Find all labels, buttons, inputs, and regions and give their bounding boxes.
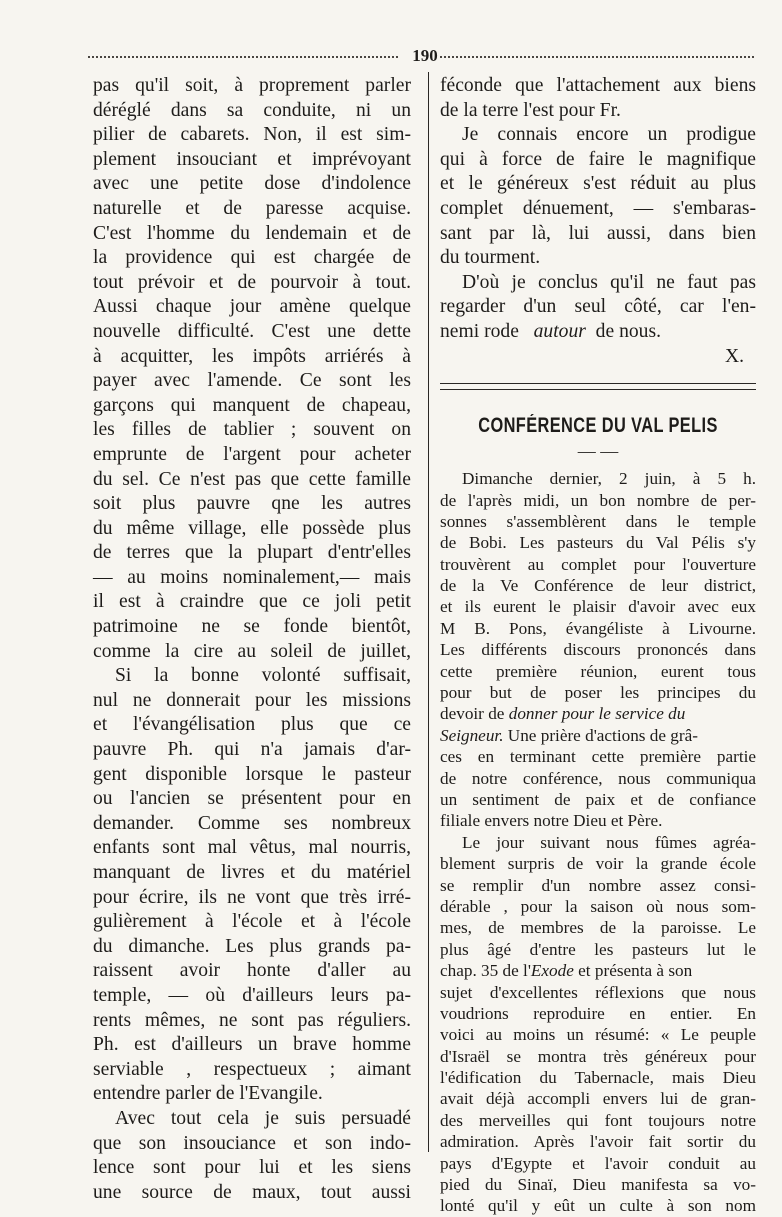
text-line: payer avec l'amende. Ce sont les [93,370,411,392]
text-line: des merveilles qui font toujours notre [440,1110,756,1130]
text-line: temple, — où d'ailleurs leurs pa- [93,984,411,1006]
section-separator [440,383,756,390]
text-line: — au moins nominalement,— mais [93,566,411,588]
text-line: soit plus pauvre qne les autres [93,493,411,515]
text-line: lence sont pour lui et les siens [93,1157,411,1179]
text-line: cette première réunion, eurent tous [440,661,756,681]
text-line: les filles de tablier ; souvent on [93,419,411,441]
text-line: voudrions reproduire en entier. En [440,1003,756,1023]
text-line: avec une petite dose d'indolence [93,173,411,195]
text-line: voici au moins un résumé: « Le peuple [440,1025,756,1045]
text-line: Dimanche dernier, 2 juin, à 5 h. [462,469,756,489]
text-line: avait déjà accompli envers lui de gran- [440,1089,756,1109]
text-line: la providence qui est chargée de [93,247,411,269]
italic-text: Seigneur. [440,725,504,745]
text-line: pauvre Ph. qui n'a jamais d'ar- [93,739,411,761]
signature: X. [724,345,744,367]
italic-text: autour [533,320,586,342]
page-header [88,46,754,68]
text-line: pas qu'il soit, à proprement parler [93,75,411,96]
text-line: dérable , pour la saison où nous som- [440,896,756,916]
text-line: pied du Sinaï, Dieu manifesta sa vo- [440,1175,756,1195]
text-line: de Bobi. Les pasteurs du Val Pélis s'y [440,533,756,553]
text-line: Si la bonne volonté suffisait, [115,665,411,687]
text-line: et l'évangélisation plus que ce [93,714,411,736]
text-line: Je connais encore un prodigue [462,124,756,146]
text-line: naturelle et de paresse acquise. [93,197,411,219]
text-line: déréglé dans sa conduite, ni un [93,99,411,121]
text-line: mes, de membres de la paroisse. Le [440,918,756,938]
text-line: garçons qui manquent de chapeau, [93,394,411,416]
text-line: de notre conférence, nous communiqua [440,768,756,788]
page-number: 190 [412,46,438,65]
text-line: de l'après midi, un bon nombre de per- [440,490,756,510]
text-line: à acquitter, les impôts arriérés à [93,345,411,367]
text-line: gulièrement à l'école et à l'école [93,911,411,933]
text-line: enfants sont mal vêtus, mal nourris, [93,837,411,859]
text-line: de terres que la plupart d'entr'elles [93,542,411,564]
section-title: CONFÉRENCE DU VAL PELIS [478,414,718,438]
text-line: et le généreux s'est réduit au plus [440,173,756,195]
text-line: C'est l'homme du lendemain et de [93,222,411,244]
text-run: Une prière d'actions de grâ- [507,725,698,745]
text-line: du tourment. [440,247,541,269]
text-line [440,703,756,724]
title-ornament: — — [577,441,619,462]
text-line: du même village, elle possède plus [93,517,411,539]
text-line: du dimanche. Les plus grands pa- [93,935,411,957]
text-line: raissent avoir honte d'aller au [93,960,411,982]
text-line: entendre parler de l'Evangile. [93,1083,323,1105]
text-line: une source de maux, tout aussi [93,1181,411,1203]
text-line [440,960,756,981]
text-line: Le jour suivant nous fûmes agréa- [462,832,756,852]
text-line: lonté qu'il y eût un culte à son nom [440,1196,756,1216]
text-line: serviable , respectueux ; aimant [93,1058,411,1080]
text-line: pour but de poser les principes du [440,683,756,703]
text-line: regarder d'un seul côté, car l'en- [440,296,756,318]
text-line [440,320,756,345]
text-run: et présenta à son [578,961,693,981]
text-line: du sel. Ce n'est pas que cette famille [93,468,411,490]
text-line: il est à craindre que ce joli petit [93,591,411,613]
text-line: D'où je conclus qu'il ne faut pas [462,271,756,293]
text-line: ou l'ancien se présentent pour en [93,788,411,810]
text-line: pays d'Egypte et l'avoir conduit au [440,1153,756,1173]
header-ornament-right [440,56,754,62]
text-line: nul ne donnerait pour les missions [93,689,411,711]
right-column [440,74,756,1217]
text-line: nouvelle difficulté. C'est une dette [93,320,411,342]
text-line: sujet d'excellentes réflexions que nous [440,982,756,1002]
text-line: manquant de livres et du matériel [93,862,411,883]
text-line: de la Ve Conférence de leur district, [440,576,756,596]
text-line: rents mêmes, ne sont pas réguliers. [93,1009,411,1031]
text-line: demander. Comme ses nombreux [93,812,411,834]
text-line: se remplir d'un nombre assez consi- [440,875,756,895]
text-line: filiale envers notre Dieu et Père. [440,811,663,831]
text-run: chap. 35 de l' [440,961,531,981]
text-line: complet dénuement, — s'embaras- [440,197,756,219]
text-line: ces en terminant cette première partie [440,747,756,767]
text-line: d'Israël se montra très généreux pour [440,1046,756,1066]
text-line: admiration. Après l'avoir fait sortir du [440,1132,756,1152]
text-line: tout prévoir et de pourvoir à tout. [93,271,411,293]
text-line: emprunte de l'argent pour acheter [93,443,411,465]
text-line: gent disponible lorsque le pasteur [93,763,411,785]
text-line: comme la cire au soleil de juillet, [93,640,411,662]
text-line: patrimoine ne se fonde bientôt, [93,616,411,638]
text-line: plus âgé d'entre les pasteurs lut le [440,939,756,959]
text-line: et ils eurent le plaisir d'avoir avec eux [440,597,756,617]
text-line: de la terre l'est pour Fr. [440,99,621,121]
text-line [440,725,756,746]
text-line: l'édification du Tabernacle, mais Dieu [440,1068,756,1088]
text-line: que son insouciance et son indo- [93,1132,411,1154]
text-line: sonnes s'assemblèrent dans le temple [440,511,756,531]
text-line: Ph. est d'ailleurs un brave homme [93,1034,411,1056]
column-divider [428,72,429,1152]
header-ornament-left [88,56,398,62]
text-line: blement surpris de voir la grande école [440,854,756,874]
text-line: Les différents discours prononcés dans [440,640,756,660]
text-line: féconde que l'attachement aux biens [440,75,756,96]
text-run: de nous. [595,320,661,342]
text-line: sant par là, lui aussi, dans bien [440,222,756,244]
text-line: Aussi chaque jour amène quelque [93,296,411,318]
text-run: devoir de [440,704,505,724]
left-column [93,74,411,1205]
text-line: Avec tout cela je suis persuadé [115,1107,411,1129]
text-line: trouvèrent au complet pour l'ouverture [440,554,756,574]
text-line: qui à force de faire le magnifique [440,148,756,170]
text-line: un sentiment de paix et de confiance [440,789,756,809]
text-line: pour écrire, ils ne vont que très irré- [93,886,411,908]
italic-text: donner pour le service du [508,704,686,724]
text-line: plement insouciant et imprévoyant [93,148,411,170]
italic-text: Exode [530,961,574,981]
text-line: M B. Pons, évangéliste à Livourne. [440,618,756,638]
text-line: pilier de cabarets. Non, il est sim- [93,124,411,146]
text-run: nemi rode [440,320,519,342]
